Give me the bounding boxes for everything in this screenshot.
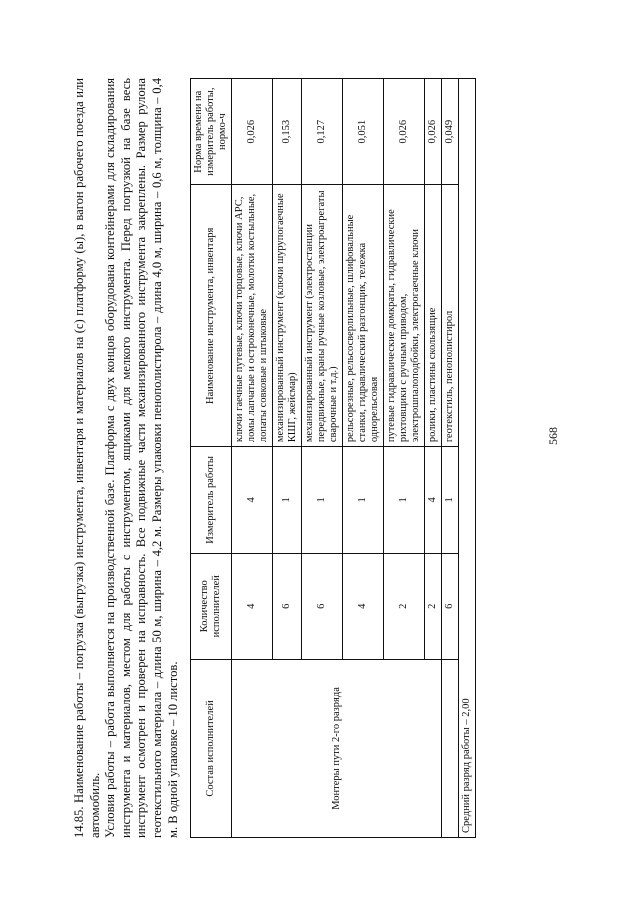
- work-norms-table: [190, 78, 476, 838]
- unit-cell: 1: [442, 447, 459, 553]
- table-row: [442, 79, 459, 838]
- table-footer-row: [459, 79, 476, 838]
- count-cell: 6: [442, 553, 459, 659]
- count-cell: 4: [232, 553, 273, 659]
- average-grade: Средний разряд работы – 2,00: [459, 79, 476, 838]
- tools-cell: ролики, пластины скользящие: [425, 185, 442, 447]
- unit-cell: 1: [302, 447, 343, 553]
- tools-cell: рельсорезные, рельсосверлильные, шлифовальные станки, гидравлический разгонщик, тележка однорельсовая: [343, 185, 384, 447]
- norm-cell: 0,049: [442, 79, 459, 185]
- crew-cell-empty: [442, 659, 459, 837]
- norm-cell: 0,153: [273, 79, 302, 185]
- norm-cell: 0,026: [425, 79, 442, 185]
- count-cell: 4: [343, 553, 384, 659]
- count-cell: 2: [384, 553, 425, 659]
- header-tools: Наименование инструмента, инвентаря: [191, 185, 232, 447]
- norm-cell: 0,127: [302, 79, 343, 185]
- count-cell: 6: [302, 553, 343, 659]
- unit-cell: 1: [343, 447, 384, 553]
- page-number: 568: [546, 427, 560, 445]
- unit-cell: 1: [273, 447, 302, 553]
- header-count: Количество исполнителей: [191, 553, 232, 659]
- tools-cell: ключи гаечные путевые, ключи торцовые, ключи АРС, ломы лапчатые и остроконечные, молотки костыльные, лопаты совковые и штыковые: [232, 185, 273, 447]
- tools-cell: путевые гидравлические домкраты, гидравлические рихтовщики с ручным приводом, электрошпалоподбойки, электрогаечные ключи: [384, 185, 425, 447]
- work-conditions: Условия работы – работа выполняется на производственной базе. Платформа с двух концов оборудована контейнерами для складирования инструмента и материалов, местом для работы с инструментом, ящиками для мелкого инструмента. Перед погрузкой на базе весь инструмент осмотрен и проверен на исправность. Все подвижные части механизированного инструмента закреплены. Размер рулона геотекстильного материала – длина 50 м, ширина – 4,2 м. Размеры упаковки пенополистирола – длина 4,0 м, ширина – 0,6 м, толщина – 0,4 м. В одной упаковке – 10 листов.: [103, 78, 180, 838]
- rotated-page-content: [72, 78, 532, 838]
- norm-cell: 0,026: [232, 79, 273, 185]
- tools-cell: механизированный инструмент (электростанции передвижные, краны ручные козловые, электроагрегаты сварочные и т.д.): [302, 185, 343, 447]
- table-header-row: [191, 79, 232, 838]
- table-row: [232, 79, 273, 838]
- header-crew: Состав исполнителей: [191, 659, 232, 837]
- header-unit: Измеритель работы: [191, 447, 232, 553]
- section-heading: 14.85. Наименование работы – погрузка (выгрузка) инструмента, инвентаря и материалов на (с) платформу (ы), в вагон рабочего поезда или автомобиль.: [72, 78, 102, 838]
- unit-cell: 1: [384, 447, 425, 553]
- header-norm: Норма времени на измеритель работы, нормо-ч: [191, 79, 232, 185]
- norm-cell: 0,051: [343, 79, 384, 185]
- norm-cell: 0,026: [384, 79, 425, 185]
- section-intro: [72, 78, 181, 838]
- tools-cell: геотекстиль, пенополистирол: [442, 185, 459, 447]
- count-cell: 6: [273, 553, 302, 659]
- crew-cell: Монтеры пути 2-го разряда: [232, 659, 442, 837]
- unit-cell: 4: [425, 447, 442, 553]
- tools-cell: механизированный инструмент (ключи шурупогаечные КШГ, жейсмар): [273, 185, 302, 447]
- count-cell: 2: [425, 553, 442, 659]
- unit-cell: 4: [232, 447, 273, 553]
